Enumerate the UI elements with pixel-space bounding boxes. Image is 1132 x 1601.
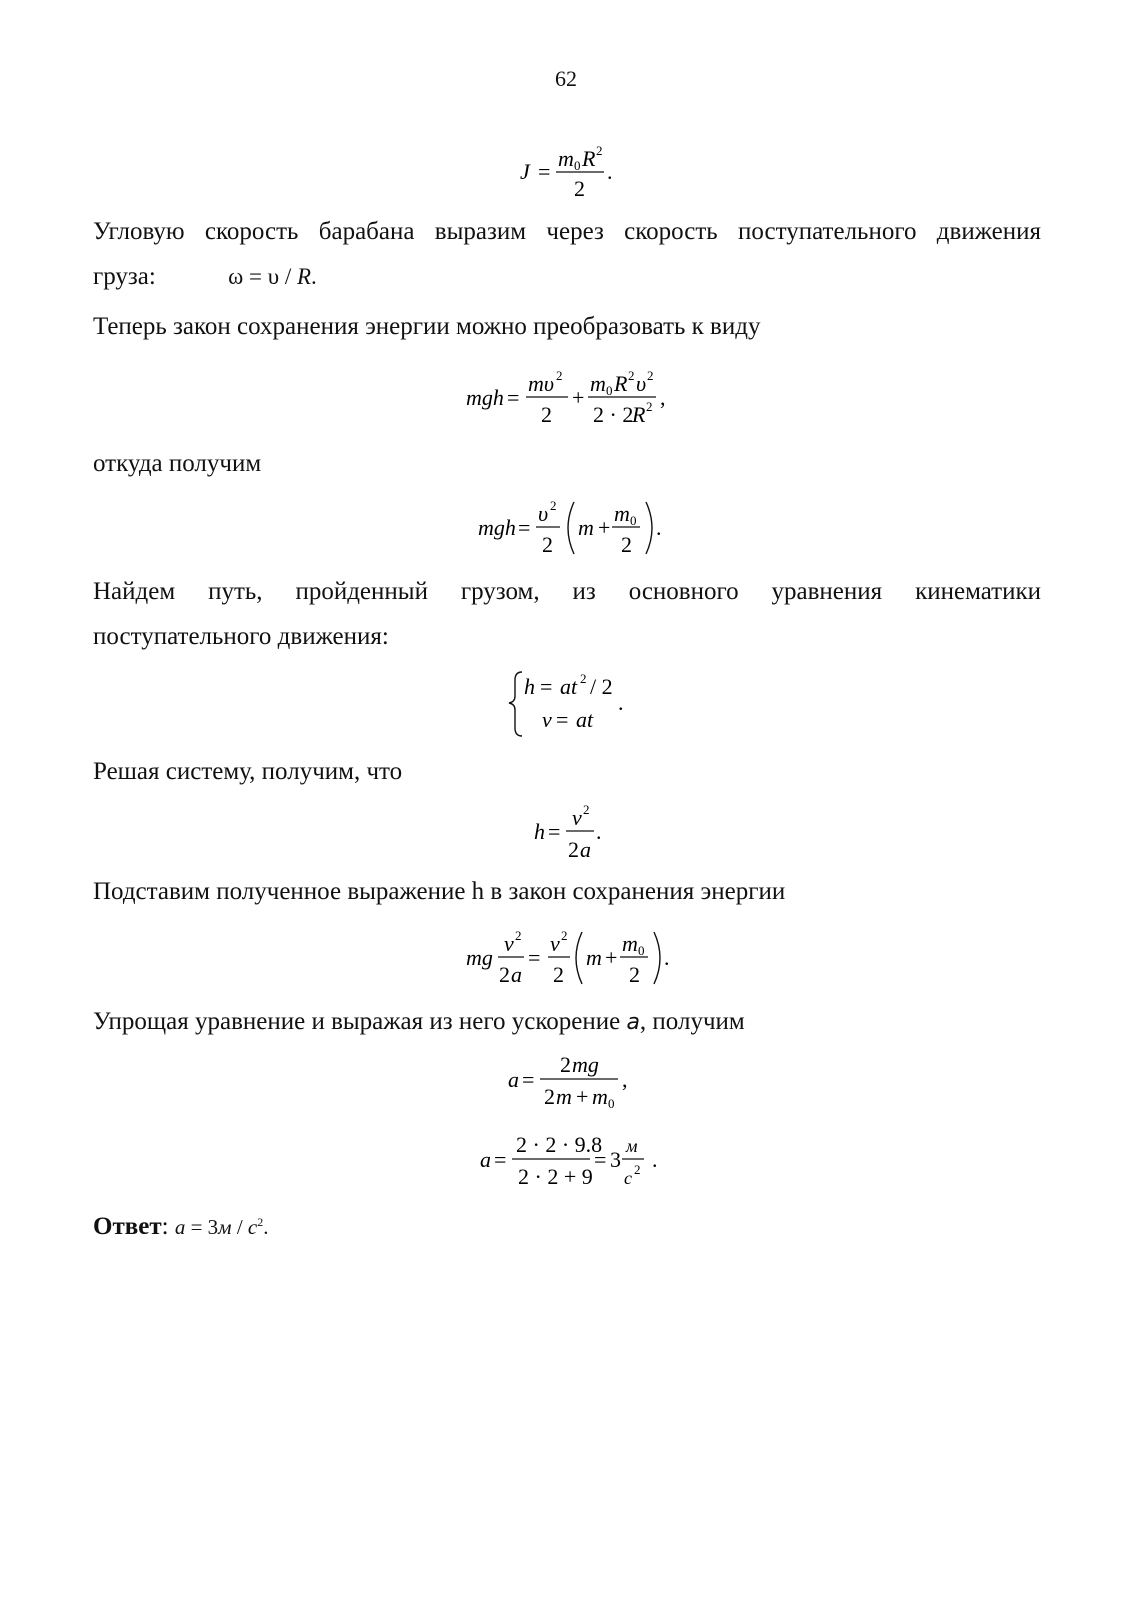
paragraph-path-line1: Найдем путь, пройденный грузом, из основного уравнения кинематики [93, 578, 1041, 605]
svg-text:a: a [511, 962, 522, 987]
svg-text:.: . [596, 819, 602, 844]
svg-text:mg: mg [466, 945, 493, 970]
svg-text:,: , [660, 385, 666, 410]
paragraph-path-cont [93, 615, 1041, 659]
svg-text:2: 2 [583, 802, 590, 817]
svg-text:v: v [542, 707, 552, 732]
svg-text:2: 2 [561, 928, 568, 943]
svg-text:mυ: mυ [528, 371, 554, 396]
svg-text:2: 2 [542, 532, 553, 557]
svg-text:0: 0 [630, 513, 637, 528]
answer-equation: $a = 3м / с^2$. [174, 1215, 269, 1239]
svg-text:m: m [622, 931, 638, 956]
svg-text:0: 0 [606, 383, 613, 398]
svg-text:R: R [614, 371, 628, 396]
svg-text:2: 2 [556, 368, 563, 383]
svg-text:m: m [586, 945, 602, 970]
svg-text:0: 0 [638, 943, 645, 958]
svg-text:+: + [605, 945, 618, 970]
equation-inertia-graphic [0, 140, 1132, 204]
svg-text:2: 2 [634, 1162, 641, 1177]
paragraph-angular-velocity [93, 210, 1041, 254]
svg-text:2: 2 [550, 498, 557, 513]
paragraph-angular-velocity-line2: груза: [93, 263, 156, 290]
svg-text:v: v [572, 805, 582, 830]
paragraph-solving-system-text: Решая систему, получим, что [93, 758, 403, 785]
svg-text:0: 0 [608, 1096, 615, 1111]
equation-energy-1-graphic [0, 366, 1132, 430]
equation-energy-1 [0, 366, 1132, 430]
svg-text:=: = [494, 1147, 507, 1172]
svg-text:m: m [578, 515, 594, 540]
answer-colon: : [161, 1213, 169, 1240]
paragraph-from-which [93, 442, 1041, 486]
paragraph-simplify [93, 1000, 1041, 1045]
equation-a-numeric-graphic [0, 1128, 1132, 1192]
svg-text:2 · 2 · 9.8: 2 · 2 · 9.8 [516, 1132, 603, 1157]
equation-energy-2 [0, 496, 1132, 560]
svg-text:2: 2 [629, 962, 640, 987]
svg-text:2 · 2 + 9: 2 · 2 + 9 [518, 1164, 593, 1189]
svg-text:at: at [576, 707, 594, 732]
svg-text:R: R [582, 146, 596, 171]
answer [93, 1200, 1041, 1249]
svg-text:m: m [590, 371, 606, 396]
svg-text:2: 2 [596, 143, 603, 158]
svg-text:=: = [540, 674, 553, 699]
svg-text:2: 2 [560, 1052, 571, 1077]
paragraph-energy-intro-text: Теперь закон сохранения энергии можно преобразовать к виду [93, 313, 761, 340]
svg-text:2: 2 [628, 368, 635, 383]
equation-h-result-graphic [0, 800, 1132, 864]
paragraph-energy-intro [93, 305, 1041, 349]
svg-text:.: . [607, 159, 613, 184]
svg-text:2: 2 [646, 399, 653, 414]
svg-text:=: = [594, 1147, 607, 1172]
svg-text:J: J [520, 159, 530, 184]
svg-text:=: = [518, 515, 531, 540]
svg-text:m: m [592, 1084, 608, 1109]
svg-text:2: 2 [574, 176, 585, 201]
svg-text:R: R [632, 402, 646, 427]
svg-text:h: h [534, 819, 545, 844]
equation-kinematics-system-graphic [0, 666, 1132, 740]
svg-text:2: 2 [499, 962, 510, 987]
equation-energy-3 [0, 926, 1132, 990]
svg-text:/ 2: / 2 [590, 674, 613, 699]
paragraph-substitute-text: Подставим полученное выражение h в закон сохранения энергии [93, 878, 786, 905]
svg-text:υ: υ [538, 501, 549, 526]
svg-text:m: m [614, 501, 630, 526]
svg-text:v: v [550, 931, 560, 956]
svg-text:2: 2 [544, 1084, 555, 1109]
svg-text:υ: υ [636, 371, 647, 396]
svg-text:м: м [626, 1136, 638, 1156]
svg-text:=: = [522, 1067, 535, 1092]
page-number: 62 [555, 66, 577, 91]
svg-text:a: a [480, 1147, 491, 1172]
svg-text:+: + [598, 515, 611, 540]
equation-inertia [0, 140, 1132, 204]
svg-text:.: . [664, 945, 670, 970]
equation-energy-3-graphic [0, 926, 1132, 990]
equation-h-result [0, 800, 1132, 864]
equation-a-formula-graphic [0, 1050, 1132, 1114]
equation-energy-2-graphic [0, 496, 1132, 560]
svg-text:2: 2 [568, 837, 579, 862]
equation-a-numeric [0, 1128, 1132, 1192]
svg-text:2: 2 [580, 671, 587, 686]
svg-text:.: . [656, 515, 662, 540]
paragraph-angular-velocity-cont [93, 255, 1041, 299]
svg-text:=: = [528, 945, 541, 970]
svg-text:2: 2 [647, 368, 654, 383]
svg-text:с: с [624, 1168, 632, 1188]
paragraph-solving-system [93, 750, 1041, 794]
svg-text:.: . [652, 1147, 658, 1172]
paragraph-from-which-text: откуда получим [93, 450, 262, 477]
svg-text:.: . [618, 690, 624, 715]
svg-text:2: 2 [553, 962, 564, 987]
svg-text:a: a [580, 837, 591, 862]
svg-text:m: m [558, 146, 574, 171]
svg-text:=: = [556, 707, 569, 732]
svg-text:at: at [560, 674, 578, 699]
svg-text:+: + [576, 1084, 589, 1109]
svg-text:+: + [572, 385, 585, 410]
paragraph-path-line2: поступательного движения: [93, 623, 389, 650]
equation-a-formula [0, 1050, 1132, 1114]
svg-text:mg: mg [572, 1052, 599, 1077]
svg-text:mgh: mgh [466, 385, 504, 410]
paragraph-substitute [93, 870, 1041, 914]
paragraph-simplify-var: a [626, 1010, 640, 1035]
answer-label: Ответ [93, 1213, 162, 1240]
svg-text:mgh: mgh [478, 515, 516, 540]
equation-kinematics-system [0, 666, 1132, 740]
svg-text:m: m [556, 1084, 572, 1109]
svg-text:a: a [508, 1067, 519, 1092]
paragraph-simplify-after: , получим [639, 1008, 745, 1035]
svg-text:=: = [548, 819, 561, 844]
paragraph-simplify-before: Упрощая уравнение и выражая из него ускорение [93, 1008, 627, 1035]
svg-text:=: = [507, 385, 520, 410]
svg-text:0: 0 [574, 158, 581, 173]
svg-text:2: 2 [541, 402, 552, 427]
svg-text:3: 3 [610, 1147, 621, 1172]
equation-omega: ω = υ / R. [228, 264, 317, 289]
svg-text:2: 2 [621, 532, 632, 557]
svg-text:h: h [524, 674, 535, 699]
svg-text:=: = [538, 159, 551, 184]
svg-text:2: 2 [515, 928, 522, 943]
svg-text:2 · 2: 2 · 2 [593, 402, 634, 427]
svg-text:v: v [504, 931, 514, 956]
paragraph-path [93, 570, 1041, 614]
paragraph-angular-velocity-line1: Угловую скорость барабана выразим через скорость поступательного движения [93, 218, 1041, 245]
svg-text:,: , [622, 1067, 628, 1092]
